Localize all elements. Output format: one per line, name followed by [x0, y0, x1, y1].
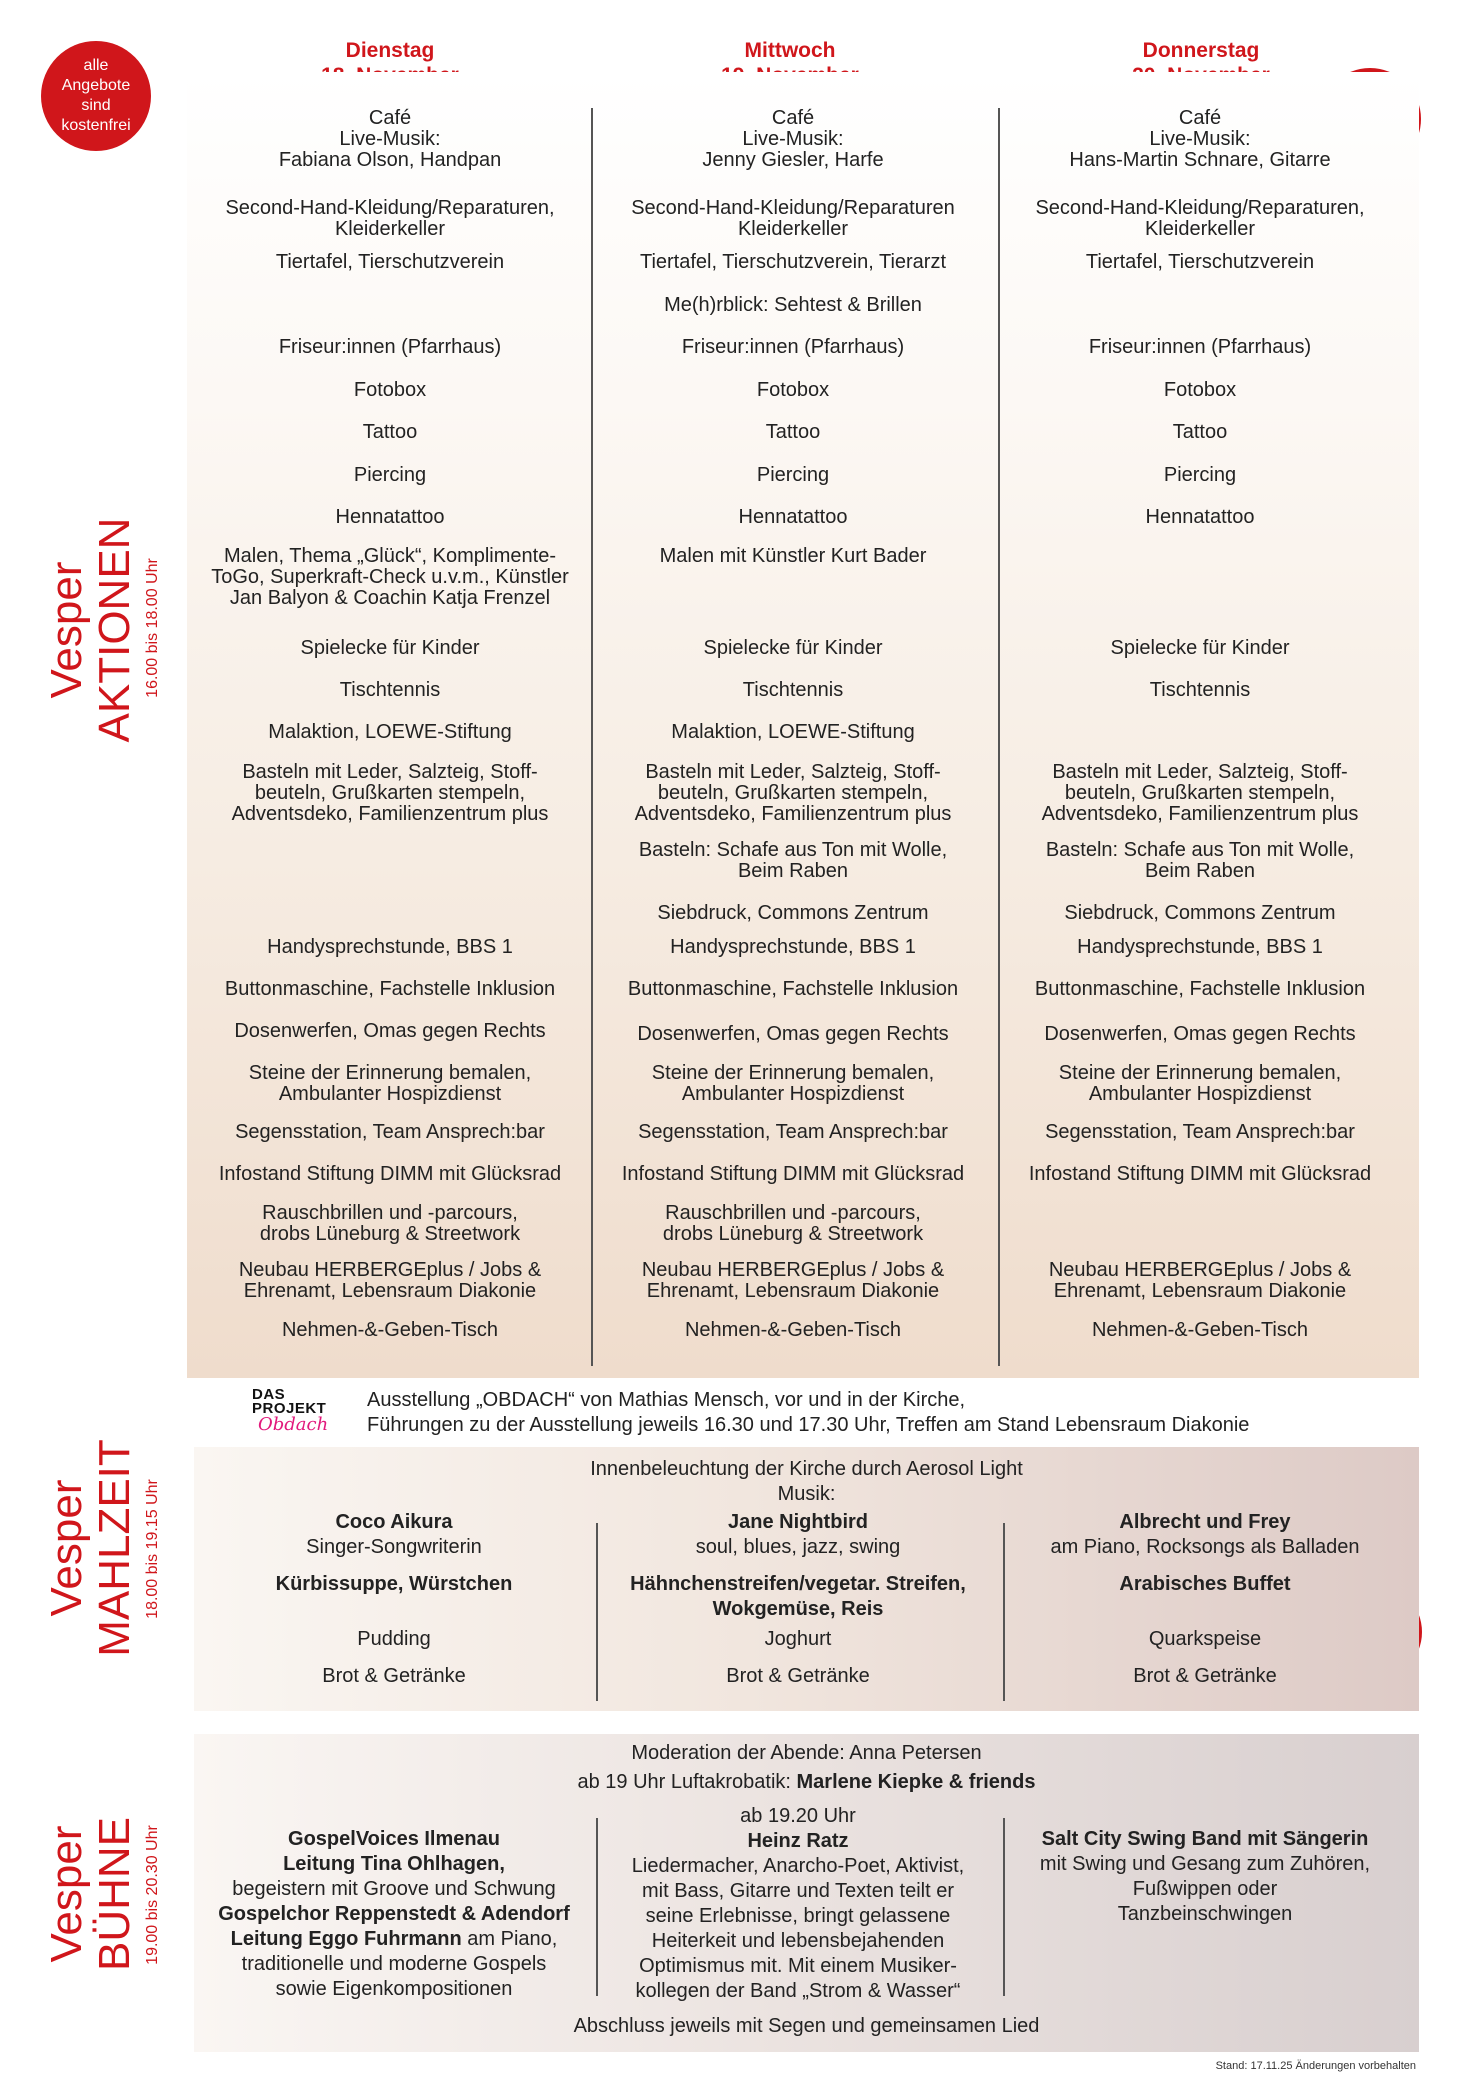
aktion-item: Neubau HERBERGEplus / Jobs & Ehrenamt, Lebensraum Diakonie — [238, 1259, 542, 1302]
main-dish: Kürbissuppe, Würstchen — [275, 1573, 513, 1595]
aktion-item: Handysprechstunde, BBS 1 — [267, 936, 513, 958]
footer-note: Stand: 17.11.25 Änderungen vorbehalten — [1215, 2060, 1416, 2072]
gospelvoices-text: begeistern mit Groove und Schwung — [232, 1878, 556, 1900]
buehne-intro — [194, 1741, 1419, 1795]
aktion-item: Basteln: Schafe aus Ton mit Wolle, Beim Raben — [1045, 839, 1355, 882]
aktion-item: Buttonmaschine, Fachstelle Inklusion — [224, 978, 556, 1000]
main-dish: Hähnchenstreifen/vegetar. Streifen, Wokgemüse, Reis — [630, 1573, 966, 1620]
aktion-item: Nehmen-&-Geben-Tisch — [1091, 1319, 1308, 1341]
aktion-item: Segensstation, Team Ansprech:bar — [1045, 1121, 1355, 1143]
section-title-buehne — [43, 1774, 139, 2014]
aktion-item: Café Live-Musik: Hans-Martin Schnare, Gitarre — [1069, 107, 1331, 171]
aktion-item: Steine der Erinnerung bemalen, Ambulanter Hospizdienst — [1058, 1062, 1342, 1105]
aktion-item: Neubau HERBERGEplus / Jobs & Ehrenamt, Lebensraum Diakonie — [1048, 1259, 1352, 1302]
aktion-item: Second-Hand-Kleidung/Reparaturen, Kleiderkeller — [225, 197, 555, 240]
aktion-item: Fotobox — [1163, 379, 1237, 401]
gospelvoices: GospelVoices Ilmenau — [288, 1828, 500, 1850]
buehne-column-mittwoch — [598, 1804, 998, 2004]
aktion-item: Friseur:innen (Pfarrhaus) — [278, 336, 502, 358]
aktion-item: Tiertafel, Tierschutzverein, Tierarzt — [639, 251, 947, 273]
aktion-item: Piercing — [353, 464, 427, 486]
extras: Brot & Getränke — [726, 1665, 870, 1687]
aktion-item: Infostand Stiftung DIMM mit Glücksrad — [1028, 1163, 1372, 1185]
day-weekday: Mittwoch — [744, 39, 836, 62]
aktion-item: Spielecke für Kinder — [300, 637, 480, 659]
aktion-item: Tattoo — [1172, 421, 1228, 443]
aktion-item: Buttonmaschine, Fachstelle Inklusion — [1034, 978, 1366, 1000]
luftakrobatik — [194, 1770, 1419, 1795]
aktion-item: Malaktion, LOEWE-Stiftung — [268, 721, 512, 743]
aktion-item: Hennatattoo — [1145, 506, 1255, 528]
luftakrobatik-artist: Marlene Kiepke & friends — [796, 1771, 1036, 1793]
aktion-item: Siebdruck, Commons Zentrum — [657, 902, 929, 924]
aktion-item: Malen mit Künstler Kurt Bader — [659, 545, 927, 567]
aktion-item: Steine der Erinnerung bemalen, Ambulanter Hospizdienst — [651, 1062, 935, 1105]
day-weekday: Dienstag — [345, 39, 435, 62]
buehne-column-dienstag — [194, 1827, 594, 2002]
gospelchor-leitung — [194, 1927, 594, 1952]
exhibition-line2: Führungen zu der Ausstellung jeweils 16.30 und 17.30 Uhr, Treffen am Stand Lebensraum Diakonie — [367, 1414, 1250, 1436]
aktion-item: Handysprechstunde, BBS 1 — [670, 936, 916, 958]
aktion-item: Malaktion, LOEWE-Stiftung — [671, 721, 915, 743]
aktion-item: Me(h)rblick: Sehtest & Brillen — [664, 294, 922, 316]
aktion-item: Infostand Stiftung DIMM mit Glücksrad — [621, 1163, 965, 1185]
day-weekday: Donnerstag — [1142, 39, 1260, 62]
aktion-item: Tattoo — [765, 421, 821, 443]
aktion-item: Steine der Erinnerung bemalen, Ambulanter Hospizdienst — [248, 1062, 532, 1105]
aktion-item: Second-Hand-Kleidung/Reparaturen Kleiderkeller — [631, 197, 955, 240]
aktion-item: Neubau HERBERGEplus / Jobs & Ehrenamt, Lebensraum Diakonie — [641, 1259, 945, 1302]
obdach-logo — [252, 1388, 342, 1438]
moderation: Moderation der Abende: Anna Petersen — [631, 1742, 982, 1764]
section-time-buehne: 19.00 bis 20.30 Uhr — [144, 1825, 161, 1965]
music-genre: am Piano, Rocksongs als Balladen — [1050, 1536, 1360, 1558]
exhibition-line1: Ausstellung „OBDACH“ von Mathias Mensch, vor und in der Kirche, — [367, 1389, 966, 1411]
aktion-item: Dosenwerfen, Omas gegen Rechts — [234, 1020, 546, 1042]
aktion-item: Dosenwerfen, Omas gegen Rechts — [637, 1023, 949, 1045]
mahlzeit-lighting: Innenbeleuchtung der Kirche durch Aerosol Light — [590, 1458, 1023, 1480]
aktion-item: Segensstation, Team Ansprech:bar — [638, 1121, 948, 1143]
aktion-item: Piercing — [756, 464, 830, 486]
dessert: Joghurt — [764, 1628, 832, 1650]
section-title-line2: BÜHNE — [90, 1816, 139, 1972]
badge-kostenfrei — [41, 41, 151, 151]
luftakrobatik-prefix: ab 19 Uhr Luftakrobatik: — [577, 1771, 797, 1793]
music-artist: Albrecht und Frey — [1119, 1511, 1291, 1533]
heinz-time: ab 19.20 Uhr — [740, 1805, 856, 1827]
badge-kostenfrei-text: alle Angebote sind kostenfrei — [61, 57, 131, 134]
aktion-item: Basteln: Schafe aus Ton mit Wolle, Beim Raben — [638, 839, 948, 882]
gospelchor-leitung-name: Leitung Eggo Fuhrmann — [230, 1928, 462, 1950]
heinz-text: Liedermacher, Anarcho-Poet, Aktivist, mit Bass, Gitarre und Texten teilt er seine Erlebnisse, bringt gelassene Heiterkeit und lebensbejahenden Optimismus mit. Mit einem Musiker- kollegen der Band „Strom & Wasser“ — [631, 1855, 965, 2002]
section-title-line1: Vesper — [42, 1479, 91, 1617]
mahlzeit-column-donnerstag — [1005, 1510, 1405, 1689]
aktion-item: Rauschbrillen und -parcours, drobs Lüneburg & Streetwork — [259, 1202, 521, 1245]
heinz-title: Heinz Ratz — [747, 1830, 849, 1852]
mahlzeit-intro — [194, 1457, 1419, 1507]
aktion-item: Basteln mit Leder, Salzteig, Stoff- beuteln, Grußkarten stempeln, Adventsdeko, Familienzentrum plus — [1041, 761, 1359, 825]
section-title-line1: Vesper — [42, 561, 91, 699]
dessert: Pudding — [357, 1628, 431, 1650]
aktion-item: Tischtennis — [1149, 679, 1251, 701]
music-artist: Coco Aikura — [335, 1511, 453, 1533]
section-time-aktionen: 16.00 bis 18.00 Uhr — [144, 558, 161, 698]
section-time-mahlzeit: 18.00 bis 19.15 Uhr — [144, 1479, 161, 1619]
aktion-item: Tischtennis — [742, 679, 844, 701]
aktion-item: Basteln mit Leder, Salzteig, Stoff- beuteln, Grußkarten stempeln, Adventsdeko, Familienzentrum plus — [231, 761, 549, 825]
music-genre: soul, blues, jazz, swing — [695, 1536, 901, 1558]
extras: Brot & Getränke — [1133, 1665, 1277, 1687]
gospelchor-leitung-suffix: am Piano, — [461, 1928, 558, 1950]
aktionen-column-dienstag — [190, 0, 590, 1380]
aktion-item: Spielecke für Kinder — [703, 637, 883, 659]
aktion-item: Hennatattoo — [335, 506, 445, 528]
aktion-item: Tiertafel, Tierschutzverein — [1085, 251, 1315, 273]
logo-text-projekt: PROJEKT — [252, 1400, 327, 1417]
section-title-line2: AKTIONEN — [90, 517, 139, 743]
aktionen-column-donnerstag — [1000, 0, 1400, 1380]
music-artist: Jane Nightbird — [727, 1511, 868, 1533]
aktion-item: Buttonmaschine, Fachstelle Inklusion — [627, 978, 959, 1000]
aktion-item: Fotobox — [353, 379, 427, 401]
aktion-item: Tattoo — [362, 421, 418, 443]
music-genre: Singer-Songwriterin — [306, 1536, 482, 1558]
extras: Brot & Getränke — [322, 1665, 466, 1687]
aktion-item: Piercing — [1163, 464, 1237, 486]
aktion-item: Malen, Thema „Glück“, Komplimente- ToGo, Superkraft-Check u.v.m., Künstler Jan Balyon & Coachin Katja Frenzel — [211, 545, 569, 609]
mahlzeit-column-dienstag — [194, 1510, 594, 1689]
aktion-item: Friseur:innen (Pfarrhaus) — [1088, 336, 1312, 358]
section-title-line2: MAHLZEIT — [90, 1439, 139, 1657]
logo-text-obdach: Obdach — [258, 1414, 329, 1435]
buehne-column-donnerstag — [1005, 1827, 1405, 1927]
aktion-item: Hennatattoo — [738, 506, 848, 528]
dessert: Quarkspeise — [1148, 1628, 1262, 1650]
mahlzeit-music-label: Musik: — [777, 1483, 836, 1505]
aktion-item: Spielecke für Kinder — [1110, 637, 1290, 659]
section-title-aktionen — [43, 510, 139, 750]
gospelchor-text: traditionelle und moderne Gospels sowie Eigenkompositionen — [241, 1953, 547, 2000]
section-title-mahlzeit — [43, 1413, 139, 1683]
buehne-closing: Abschluss jeweils mit Segen und gemeinsamen Lied — [573, 2015, 1040, 2037]
aktion-item: Nehmen-&-Geben-Tisch — [684, 1319, 901, 1341]
aktion-item: Café Live-Musik: Fabiana Olson, Handpan — [278, 107, 502, 171]
aktion-item: Nehmen-&-Geben-Tisch — [281, 1319, 498, 1341]
gospelchor: Gospelchor Reppenstedt & Adendorf — [218, 1903, 570, 1925]
salt-city-text: mit Swing und Gesang zum Zuhören, Fußwippen oder Tanzbeinschwingen — [1039, 1853, 1371, 1925]
gospelvoices-leitung: Leitung Tina Ohlhagen, — [283, 1853, 505, 1875]
mahlzeit-column-mittwoch — [598, 1510, 998, 1689]
main-dish: Arabisches Buffet — [1119, 1573, 1291, 1595]
salt-city-title: Salt City Swing Band mit Sängerin — [1041, 1828, 1369, 1850]
aktion-item: Tiertafel, Tierschutzverein — [275, 251, 505, 273]
logo-text-das: DAS — [252, 1386, 286, 1403]
exhibition-text — [367, 1388, 1427, 1438]
aktion-item: Basteln mit Leder, Salzteig, Stoff- beuteln, Grußkarten stempeln, Adventsdeko, Familienzentrum plus — [634, 761, 952, 825]
aktion-item: Fotobox — [756, 379, 830, 401]
aktion-item: Dosenwerfen, Omas gegen Rechts — [1044, 1023, 1356, 1045]
aktion-item: Handysprechstunde, BBS 1 — [1077, 936, 1323, 958]
aktionen-column-mittwoch — [593, 0, 993, 1380]
aktion-item: Café Live-Musik: Jenny Giesler, Harfe — [702, 107, 884, 171]
aktion-item: Rauschbrillen und -parcours, drobs Lüneburg & Streetwork — [662, 1202, 924, 1245]
aktion-item: Second-Hand-Kleidung/Reparaturen, Kleiderkeller — [1035, 197, 1365, 240]
aktion-item: Siebdruck, Commons Zentrum — [1064, 902, 1336, 924]
section-title-line1: Vesper — [42, 1825, 91, 1963]
aktion-item: Segensstation, Team Ansprech:bar — [235, 1121, 545, 1143]
aktion-item: Infostand Stiftung DIMM mit Glücksrad — [218, 1163, 562, 1185]
aktion-item: Tischtennis — [339, 679, 441, 701]
aktion-item: Friseur:innen (Pfarrhaus) — [681, 336, 905, 358]
